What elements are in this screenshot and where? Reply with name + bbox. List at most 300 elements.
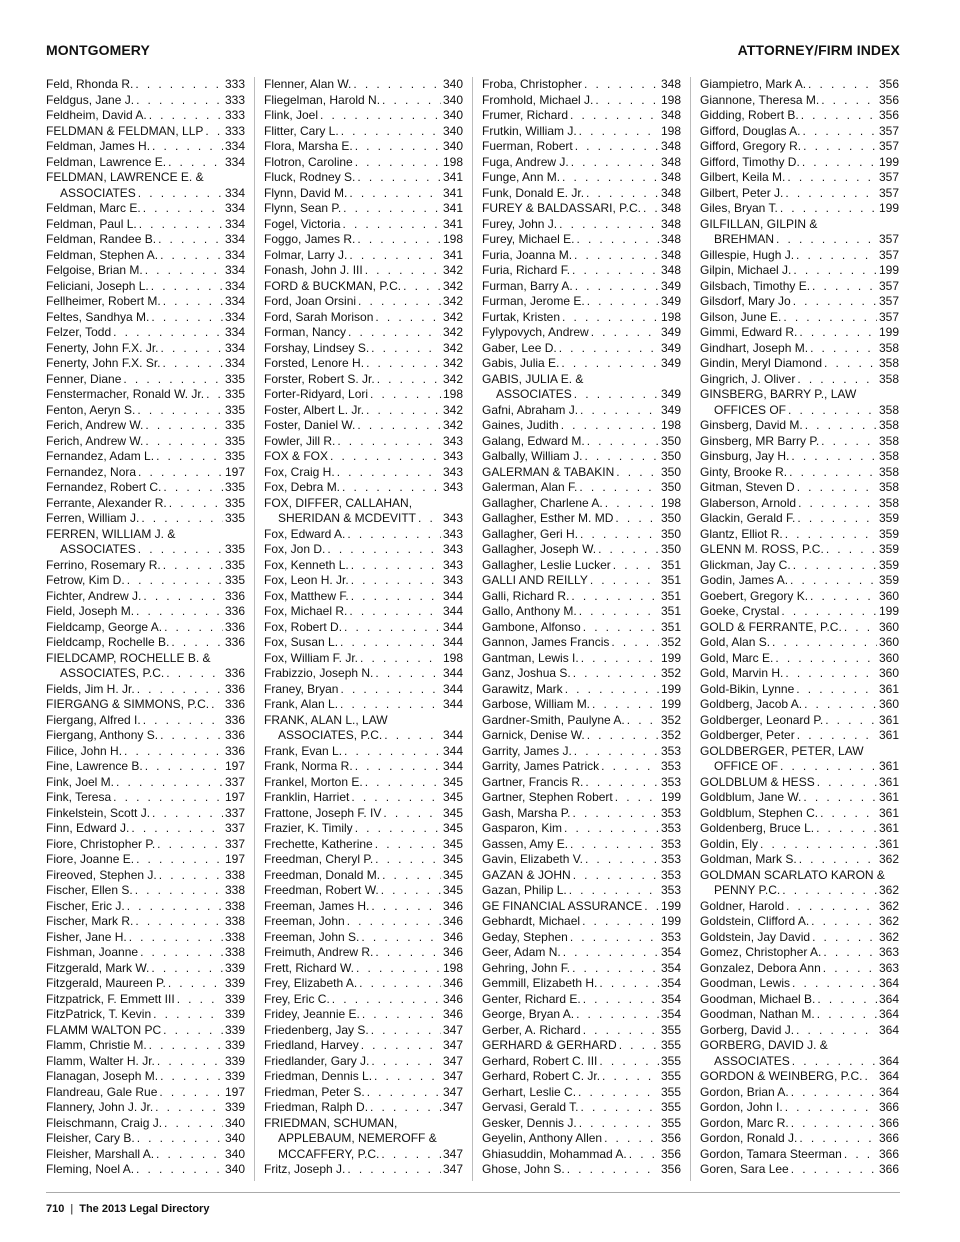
index-entry bbox=[700, 852, 899, 868]
dot-leader bbox=[591, 325, 659, 341]
index-entry bbox=[264, 93, 463, 109]
entry-page-number: 348 bbox=[660, 185, 681, 200]
dot-leader bbox=[143, 201, 223, 217]
entry-name: Goldberger, Leonard P. bbox=[700, 712, 824, 727]
index-entry bbox=[264, 279, 463, 295]
entry-name: Gavin, Elizabeth V. bbox=[482, 852, 583, 866]
entry-page-number: 352 bbox=[660, 635, 681, 649]
entry-name: FIELDCAMP, ROCHELLE B. & bbox=[46, 650, 211, 665]
dot-leader bbox=[351, 790, 441, 806]
entry-page-number: 348 bbox=[660, 77, 681, 91]
entry-name: Frey, Eric C. bbox=[264, 991, 330, 1006]
entry-page-number: 350 bbox=[660, 464, 681, 479]
entry-name: Frumer, Richard bbox=[482, 108, 569, 122]
dot-leader bbox=[585, 852, 659, 868]
entry-page-number: 361 bbox=[878, 774, 899, 789]
dot-leader bbox=[206, 387, 223, 403]
index-entry bbox=[46, 1023, 245, 1039]
index-entry bbox=[46, 589, 245, 605]
index-entry bbox=[700, 434, 899, 450]
entry-page-number: 354 bbox=[660, 960, 681, 975]
index-entry bbox=[264, 449, 463, 465]
index-entry bbox=[264, 356, 463, 372]
index-entry bbox=[700, 542, 899, 558]
entry-page-number: 357 bbox=[878, 247, 899, 262]
entry-name: Glaberson, Arnold bbox=[700, 495, 797, 510]
entry-page-number: 338 bbox=[224, 914, 245, 928]
index-entry bbox=[700, 945, 899, 961]
index-entry bbox=[700, 821, 899, 837]
index-entry bbox=[482, 821, 681, 837]
index-entry bbox=[46, 139, 245, 155]
dot-leader bbox=[797, 511, 877, 527]
index-entry bbox=[700, 620, 899, 636]
dot-leader bbox=[817, 775, 877, 791]
index-entry bbox=[700, 682, 899, 698]
dot-leader bbox=[810, 341, 877, 357]
index-entry bbox=[46, 403, 245, 419]
index-entry bbox=[264, 604, 463, 620]
entry-name: Gerhart, Leslie C. bbox=[482, 1084, 577, 1099]
index-entry bbox=[700, 403, 899, 419]
dot-leader bbox=[138, 542, 223, 558]
dot-leader bbox=[366, 403, 441, 419]
dot-leader bbox=[347, 527, 441, 543]
index-entry bbox=[700, 418, 899, 434]
dot-leader bbox=[113, 790, 223, 806]
index-entry bbox=[46, 728, 245, 744]
index-entry bbox=[700, 511, 899, 527]
entry-name: Geyelin, Anthony Allen bbox=[482, 1131, 603, 1145]
index-entry bbox=[700, 806, 899, 822]
entry-name: Goodman, Michael B. bbox=[700, 991, 816, 1006]
dot-leader bbox=[151, 961, 223, 977]
entry-page-number: 339 bbox=[224, 976, 245, 990]
dot-leader bbox=[205, 124, 223, 140]
entry-name: Flandreau, Gale Rue bbox=[46, 1084, 158, 1099]
dot-leader bbox=[332, 992, 441, 1008]
index-entry bbox=[482, 976, 681, 992]
index-entry bbox=[482, 232, 681, 248]
entry-page-number: 346 bbox=[442, 991, 463, 1006]
dot-leader bbox=[644, 899, 659, 915]
index-entry bbox=[264, 325, 463, 341]
dot-leader bbox=[791, 449, 877, 465]
dot-leader bbox=[821, 434, 877, 450]
index-entry bbox=[482, 1069, 681, 1085]
index-entry bbox=[482, 744, 681, 760]
entry-name: Furman, Jerome E. bbox=[482, 294, 585, 308]
index-entry bbox=[700, 139, 899, 155]
index-entry bbox=[46, 852, 245, 868]
index-entry bbox=[264, 930, 463, 946]
entry-name: Fitzgerald, Maureen P. bbox=[46, 976, 166, 990]
entry-name: Ferren, William J. bbox=[46, 511, 140, 525]
entry-name: Gebhardt, Michael bbox=[482, 914, 581, 928]
index-column-3 bbox=[482, 77, 691, 1181]
dot-leader bbox=[787, 170, 877, 186]
entry-name: GOLDMAN SCARLATO KARON & bbox=[700, 867, 885, 882]
entry-page-number: 357 bbox=[878, 170, 899, 184]
dot-leader bbox=[595, 93, 659, 109]
index-entry bbox=[700, 589, 899, 605]
entry-page-number: 366 bbox=[878, 1162, 899, 1176]
dot-leader bbox=[149, 108, 223, 124]
index-entry bbox=[264, 527, 463, 543]
dot-leader bbox=[159, 868, 223, 884]
dot-leader bbox=[825, 713, 877, 729]
dot-leader bbox=[780, 759, 877, 775]
entry-page-number: 335 bbox=[224, 480, 245, 494]
index-entry bbox=[482, 558, 681, 574]
entry-page-number: 198 bbox=[660, 123, 681, 138]
entry-page-number: 352 bbox=[660, 712, 681, 727]
entry-name: Fenstermacher, Ronald W. Jr. bbox=[46, 387, 205, 401]
entry-page-number: 362 bbox=[878, 883, 899, 897]
dot-leader bbox=[569, 883, 659, 899]
index-entry bbox=[264, 418, 463, 434]
entry-name: Fylypovych, Andrew bbox=[482, 325, 589, 339]
entry-name: Gartner, Francis R. bbox=[482, 774, 584, 789]
dot-leader bbox=[793, 263, 877, 279]
dot-leader bbox=[572, 961, 659, 977]
entry-page-number: 362 bbox=[878, 914, 899, 928]
entry-page-number: 358 bbox=[878, 340, 899, 355]
dot-leader bbox=[583, 1023, 659, 1039]
entry-page-number: 354 bbox=[660, 945, 681, 959]
index-entry bbox=[46, 1147, 245, 1163]
entry-page-number: 347 bbox=[442, 1100, 463, 1114]
entry-name: Freedman, Cheryl P. bbox=[264, 852, 374, 866]
index-entry bbox=[46, 837, 245, 853]
entry-name: Garnick, Denise W. bbox=[482, 728, 585, 742]
dot-leader bbox=[137, 403, 223, 419]
entry-name: Fritz, Joseph J. bbox=[264, 1162, 346, 1176]
entry-name: FELDMAN & FELDMAN, LLP bbox=[46, 123, 204, 138]
entry-page-number: 360 bbox=[878, 666, 899, 680]
entry-page-number: 336 bbox=[224, 604, 245, 618]
index-entry bbox=[264, 1147, 463, 1163]
index-entry bbox=[482, 1147, 681, 1163]
dot-leader bbox=[562, 170, 659, 186]
entry-page-number: 354 bbox=[660, 991, 681, 1006]
entry-page-number: 348 bbox=[660, 216, 681, 231]
dot-leader bbox=[149, 1038, 223, 1054]
index-entry bbox=[482, 945, 681, 961]
entry-page-number: 347 bbox=[442, 1022, 463, 1037]
entry-page-number: 348 bbox=[660, 232, 681, 246]
dot-leader bbox=[160, 728, 223, 744]
index-entry bbox=[264, 914, 463, 930]
dot-leader bbox=[781, 604, 877, 620]
entry-name: Fernandez, Adam L. bbox=[46, 449, 155, 463]
index-entry bbox=[46, 480, 245, 496]
entry-page-number: 341 bbox=[442, 201, 463, 215]
index-entry bbox=[700, 1023, 899, 1039]
dot-leader bbox=[375, 837, 441, 853]
dot-leader bbox=[817, 1007, 877, 1023]
entry-name: Genter, Richard E. bbox=[482, 991, 581, 1006]
entry-page-number: 343 bbox=[442, 480, 463, 494]
dot-leader bbox=[337, 434, 441, 450]
entry-name: ASSOCIATES, P.C. bbox=[278, 728, 383, 742]
index-entry bbox=[264, 992, 463, 1008]
dot-leader bbox=[137, 1131, 223, 1147]
dot-leader bbox=[799, 852, 877, 868]
index-entry bbox=[46, 93, 245, 109]
entry-page-number: 345 bbox=[442, 852, 463, 866]
dot-leader bbox=[131, 821, 223, 837]
index-entry bbox=[700, 930, 899, 946]
index-entry bbox=[482, 325, 681, 341]
entry-name: FELDMAN, LAWRENCE E. & bbox=[46, 170, 204, 184]
dot-leader bbox=[864, 1069, 877, 1085]
index-entry bbox=[482, 139, 681, 155]
entry-name: GE FINANCIAL ASSURANCE bbox=[482, 898, 643, 913]
dot-leader bbox=[811, 914, 877, 930]
index-column-2 bbox=[264, 77, 473, 1181]
entry-page-number: 335 bbox=[224, 387, 245, 401]
index-entry bbox=[700, 1069, 899, 1085]
index-entry bbox=[700, 697, 899, 713]
dot-leader bbox=[383, 806, 441, 822]
entry-page-number: 199 bbox=[878, 604, 899, 618]
entry-name: Frank, Norma R. bbox=[264, 759, 353, 773]
entry-name: Goodman, Lewis bbox=[700, 976, 791, 990]
entry-page-number: 366 bbox=[878, 1100, 899, 1114]
dot-leader bbox=[381, 1147, 441, 1163]
entry-name: Goldstein, Clifford A. bbox=[700, 914, 810, 928]
entry-name: Fields, Jim H. Jr. bbox=[46, 681, 135, 696]
entry-name: Ferrino, Rosemary R. bbox=[46, 557, 161, 572]
dot-leader bbox=[585, 775, 659, 791]
entry-name: Gash, Marsha P. bbox=[482, 805, 571, 820]
index-entry bbox=[46, 697, 245, 713]
entry-page-number: 342 bbox=[442, 356, 463, 370]
index-entry bbox=[700, 1162, 899, 1178]
dot-leader bbox=[163, 356, 223, 372]
entry-name: Feldman, Stephen A. bbox=[46, 247, 159, 262]
entry-page-number: 349 bbox=[660, 278, 681, 293]
entry-page-number: 359 bbox=[878, 573, 899, 587]
index-entry bbox=[482, 883, 681, 899]
dot-leader bbox=[340, 697, 441, 713]
entry-name: FRANK, ALAN L., LAW bbox=[264, 712, 388, 727]
index-entry bbox=[46, 868, 245, 884]
index-entry bbox=[482, 852, 681, 868]
entry-page-number: 348 bbox=[660, 263, 681, 277]
index-entry bbox=[46, 77, 245, 93]
index-entry bbox=[700, 263, 899, 279]
entry-page-number: 356 bbox=[878, 77, 899, 91]
entry-page-number: 358 bbox=[878, 402, 899, 417]
entry-page-number: 333 bbox=[224, 123, 245, 138]
entry-name: Gilson, June E. bbox=[700, 309, 782, 324]
entry-name: Flora, Marsha E. bbox=[264, 139, 353, 153]
entry-name: Flynn, David M. bbox=[264, 185, 348, 200]
index-entry bbox=[46, 449, 245, 465]
entry-page-number: 349 bbox=[660, 340, 681, 355]
index-entry bbox=[482, 217, 681, 233]
entry-name: Ginsburg, Jay H. bbox=[700, 449, 790, 463]
entry-name: Gingrich, J. Oliver bbox=[700, 371, 796, 386]
index-entry bbox=[700, 837, 899, 853]
entry-page-number: 342 bbox=[442, 371, 463, 386]
dot-leader bbox=[116, 775, 223, 791]
dot-leader bbox=[785, 1100, 877, 1116]
entry-page-number: 362 bbox=[878, 898, 899, 913]
entry-name: Fellheimer, Robert M. bbox=[46, 294, 161, 308]
dot-leader bbox=[573, 666, 659, 682]
page-header bbox=[46, 42, 900, 62]
entry-name: Gifford, Timothy D. bbox=[700, 154, 800, 169]
entry-page-number: 334 bbox=[224, 294, 245, 308]
index-entry bbox=[46, 1007, 245, 1023]
entry-name: FUREY & BALDASSARI, P.C. bbox=[482, 201, 641, 215]
entry-page-number: 343 bbox=[442, 433, 463, 448]
dot-leader bbox=[166, 666, 223, 682]
entry-name: Fichter, Andrew J. bbox=[46, 588, 142, 603]
entry-page-number: 333 bbox=[224, 108, 245, 122]
dot-leader bbox=[775, 651, 877, 667]
dot-leader bbox=[159, 1085, 223, 1101]
entry-name: Furia, Richard F. bbox=[482, 263, 571, 277]
index-entry bbox=[482, 186, 681, 202]
entry-name: Furey, Michael E. bbox=[482, 232, 575, 246]
index-entry bbox=[264, 232, 463, 248]
entry-name: Friedland, Harvey bbox=[264, 1038, 359, 1052]
entry-page-number: 366 bbox=[878, 1131, 899, 1145]
entry-name: Flenner, Alan W. bbox=[264, 77, 352, 91]
dot-leader bbox=[576, 232, 658, 248]
index-entry bbox=[700, 387, 899, 403]
entry-name: Gitman, Steven D bbox=[700, 480, 795, 494]
entry-name: Fromhold, Michael J. bbox=[482, 92, 594, 107]
dot-leader bbox=[113, 325, 223, 341]
entry-page-number: 345 bbox=[442, 805, 463, 820]
index-entry bbox=[700, 217, 899, 233]
entry-name: Galang, Edward M. bbox=[482, 433, 585, 448]
entry-name: GILFILLAN, GILPIN & bbox=[700, 216, 818, 231]
dot-leader bbox=[161, 341, 223, 357]
entry-name: Fox, Jon D. bbox=[264, 542, 326, 556]
entry-page-number: 366 bbox=[878, 1146, 899, 1161]
entry-page-number: 344 bbox=[442, 759, 463, 773]
dot-leader bbox=[168, 155, 223, 171]
dot-leader bbox=[598, 542, 659, 558]
dot-leader bbox=[153, 1007, 223, 1023]
index-entry bbox=[46, 310, 245, 326]
index-entry bbox=[700, 604, 899, 620]
entry-name: Frechette, Katherine bbox=[264, 836, 373, 851]
index-entry bbox=[46, 899, 245, 915]
entry-name: Gervasi, Gerald T. bbox=[482, 1100, 579, 1114]
index-entry bbox=[482, 201, 681, 217]
entry-name: GOLD & FERRANTE, P.C. bbox=[700, 619, 842, 634]
dot-leader bbox=[343, 201, 441, 217]
entry-page-number: 342 bbox=[442, 340, 463, 355]
entry-page-number: 198 bbox=[442, 650, 463, 665]
index-entry bbox=[700, 868, 899, 884]
entry-page-number: 198 bbox=[660, 309, 681, 324]
dot-leader bbox=[158, 232, 223, 248]
entry-name: Franey, Bryan bbox=[264, 681, 339, 696]
entry-name: Finkelstein, Scott J. bbox=[46, 805, 151, 820]
entry-name: Furey, John J. bbox=[482, 216, 558, 231]
dot-leader bbox=[367, 1085, 441, 1101]
entry-name: Goren, Sara Lee bbox=[700, 1162, 789, 1176]
entry-page-number: 348 bbox=[660, 139, 681, 153]
entry-name: Feldman, Lawrence E. bbox=[46, 154, 167, 169]
entry-page-number: 345 bbox=[442, 790, 463, 804]
index-entry bbox=[482, 899, 681, 915]
entry-name: Ferich, Andrew W. bbox=[46, 433, 144, 448]
index-entry bbox=[46, 1162, 245, 1178]
dot-leader bbox=[785, 186, 877, 202]
index-entry bbox=[482, 1100, 681, 1116]
dot-leader bbox=[583, 992, 659, 1008]
entry-name: Gifford, Douglas A. bbox=[700, 123, 801, 138]
entry-page-number: 335 bbox=[224, 402, 245, 417]
index-entry bbox=[264, 1054, 463, 1070]
entry-page-number: 363 bbox=[878, 960, 899, 975]
dot-leader bbox=[559, 217, 659, 233]
entry-name: Ferich, Andrew W. bbox=[46, 418, 144, 432]
dot-leader bbox=[592, 697, 659, 713]
entry-page-number: 338 bbox=[224, 898, 245, 913]
index-entry bbox=[482, 589, 681, 605]
entry-name: Fleischmann, Craig J. bbox=[46, 1115, 163, 1130]
entry-name: Feldman, Randee B. bbox=[46, 232, 157, 246]
entry-page-number: 335 bbox=[224, 495, 245, 510]
entry-name: Gordon, Ronald J. bbox=[700, 1131, 798, 1145]
index-entry bbox=[264, 511, 463, 527]
entry-page-number: 350 bbox=[660, 433, 681, 448]
index-entry bbox=[46, 372, 245, 388]
entry-page-number: 364 bbox=[878, 1053, 899, 1068]
entry-page-number: 349 bbox=[660, 325, 681, 339]
entry-name: Gold, Marc E. bbox=[700, 650, 774, 665]
entry-page-number: 198 bbox=[442, 232, 463, 246]
entry-page-number: 364 bbox=[878, 1022, 899, 1037]
entry-name: Fenerty, John F.X. Sr. bbox=[46, 356, 161, 370]
entry-page-number: 356 bbox=[660, 1162, 681, 1176]
entry-name: Forman, Nancy bbox=[264, 325, 347, 339]
entry-page-number: 339 bbox=[224, 1069, 245, 1083]
index-entry bbox=[264, 294, 463, 310]
entry-page-number: 356 bbox=[878, 108, 899, 122]
dot-leader bbox=[613, 558, 659, 574]
index-entry bbox=[264, 139, 463, 155]
dot-leader bbox=[817, 992, 877, 1008]
index-entry bbox=[264, 961, 463, 977]
index-entry bbox=[700, 775, 899, 791]
index-entry bbox=[46, 511, 245, 527]
entry-page-number: 199 bbox=[660, 681, 681, 696]
index-entry bbox=[700, 1147, 899, 1163]
index-entry bbox=[46, 294, 245, 310]
index-entry bbox=[264, 558, 463, 574]
entry-page-number: 339 bbox=[224, 1022, 245, 1037]
entry-name: FERREN, WILLIAM J. & bbox=[46, 526, 176, 541]
dot-leader bbox=[797, 728, 877, 744]
entry-page-number: 364 bbox=[878, 1007, 899, 1021]
entry-page-number: 336 bbox=[224, 681, 245, 696]
entry-page-number: 346 bbox=[442, 898, 463, 913]
index-entry bbox=[46, 759, 245, 775]
index-entry bbox=[700, 1007, 899, 1023]
entry-name: Gold-Bikin, Lynne bbox=[700, 681, 795, 696]
